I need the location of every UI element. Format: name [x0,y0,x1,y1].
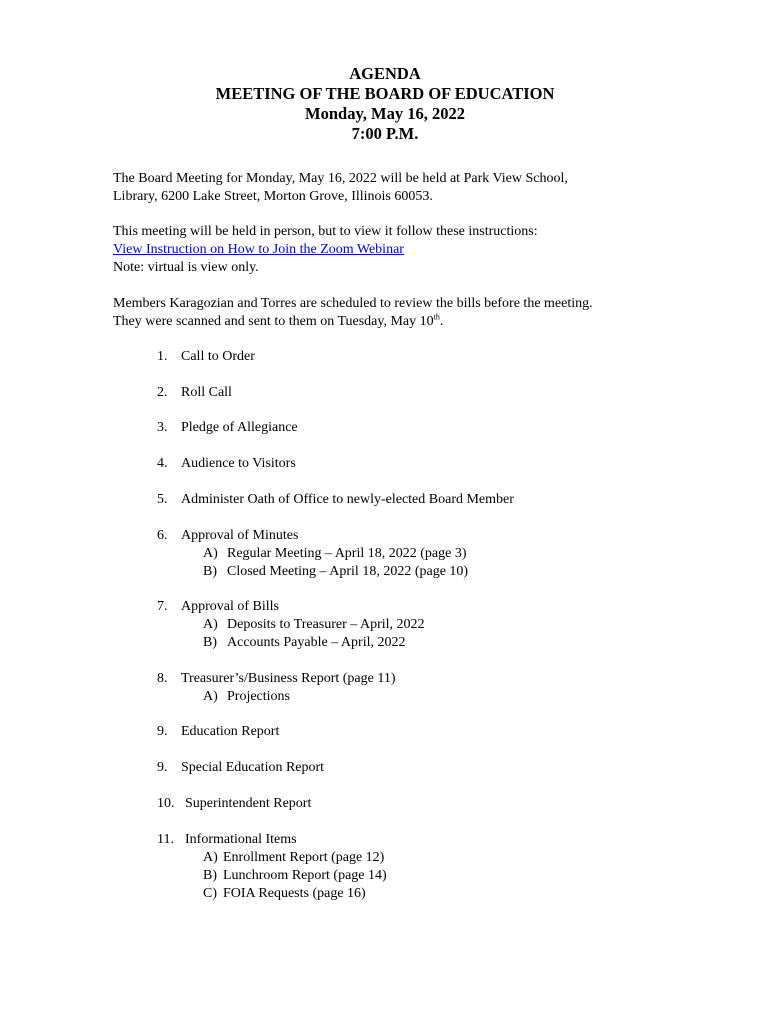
document-heading [0,64,770,144]
subitem-letter: A) [203,546,218,561]
heading-date: Monday, May 16, 2022 [305,104,465,123]
intro-line: The Board Meeting for Monday, May 16, 2022 will be held at Park View School, [113,171,568,186]
subitem-letter: B) [203,635,217,650]
item-label: Superintendent Report [185,796,312,811]
period: . [439,314,444,329]
zoom-webinar-link[interactable]: View Instruction on How to Join the Zoom Webinar [113,242,404,257]
virtual-note: Note: virtual is view only. [113,260,259,275]
subitem-text: Accounts Payable – April, 2022 [227,635,406,650]
item-number: 7. [157,599,168,614]
agenda-item [157,348,255,366]
agenda-subitem [203,634,405,652]
intro-paragraph [113,170,653,206]
agenda-item [157,455,296,473]
ordinal-suffix: th [433,312,440,322]
subitem-text: Enrollment Report (page 12) [223,850,385,865]
item-label: Approval of Bills [181,599,279,614]
item-number: 9. [157,724,168,739]
bills-note-line: Members Karagozian and Torres are scheduled to review the bills before the meeting. [113,296,593,311]
agenda-subitem [203,867,387,885]
item-number: 1. [157,349,168,364]
bills-note-line [113,313,653,331]
item-label: Audience to Visitors [181,456,296,471]
agenda-subitem [203,688,290,706]
subitem-text: FOIA Requests (page 16) [223,886,366,901]
heading-time: 7:00 P.M. [351,124,419,143]
agenda-item [157,795,311,813]
agenda-item [157,598,279,616]
heading-meeting-title: MEETING OF THE BOARD OF EDUCATION [215,84,555,103]
subitem-text: Lunchroom Report (page 14) [223,868,387,883]
item-number: 4. [157,456,168,471]
item-number: 11. [157,832,174,847]
agenda-item [157,419,298,437]
item-number: 9. [157,760,168,775]
subitem-letter: A) [203,617,218,632]
bills-note-text: They were scanned and sent to them on Tuesday, May 10 [113,314,434,329]
agenda-item [157,384,232,402]
item-number: 10. [157,796,175,811]
item-label: Treasurer’s/Business Report (page 11) [181,671,396,686]
agenda-subitem [203,545,467,563]
item-label: Roll Call [181,385,232,400]
subitem-letter: B) [203,564,217,579]
subitem-letter: B) [203,868,217,883]
subitem-text: Closed Meeting – April 18, 2022 (page 10) [227,564,469,579]
bills-note-paragraph [113,295,653,331]
agenda-item [157,491,514,509]
agenda-item [157,670,396,688]
agenda-item [157,759,324,777]
subitem-letter: A) [203,689,218,704]
zoom-paragraph [113,223,653,277]
agenda-subitem [203,849,384,867]
item-label: Call to Order [181,349,255,364]
heading-agenda: AGENDA [349,64,421,83]
item-number: 3. [157,420,168,435]
subitem-text: Deposits to Treasurer – April, 2022 [227,617,425,632]
agenda-item [157,527,298,545]
subitem-letter: C) [203,886,217,901]
subitem-text: Regular Meeting – April 18, 2022 (page 3) [227,546,467,561]
agenda-item [157,831,297,849]
intro-line: Library, 6200 Lake Street, Morton Grove, Illinois 60053. [113,189,433,204]
agenda-subitem [203,563,468,581]
agenda-item [157,723,279,741]
item-number: 6. [157,528,168,543]
zoom-instructions-text: This meeting will be held in person, but to view it follow these instructions: [113,224,538,239]
item-number: 2. [157,385,168,400]
item-number: 5. [157,492,168,507]
subitem-text: Projections [227,689,290,704]
item-label: Approval of Minutes [181,528,299,543]
agenda-subitem [203,616,425,634]
item-label: Special Education Report [181,760,325,775]
subitem-letter: A) [203,850,218,865]
item-label: Education Report [181,724,280,739]
item-label: Administer Oath of Office to newly-elected Board Member [181,492,514,507]
item-label: Pledge of Allegiance [181,420,298,435]
item-label: Informational Items [185,832,297,847]
item-number: 8. [157,671,168,686]
agenda-subitem [203,885,366,903]
